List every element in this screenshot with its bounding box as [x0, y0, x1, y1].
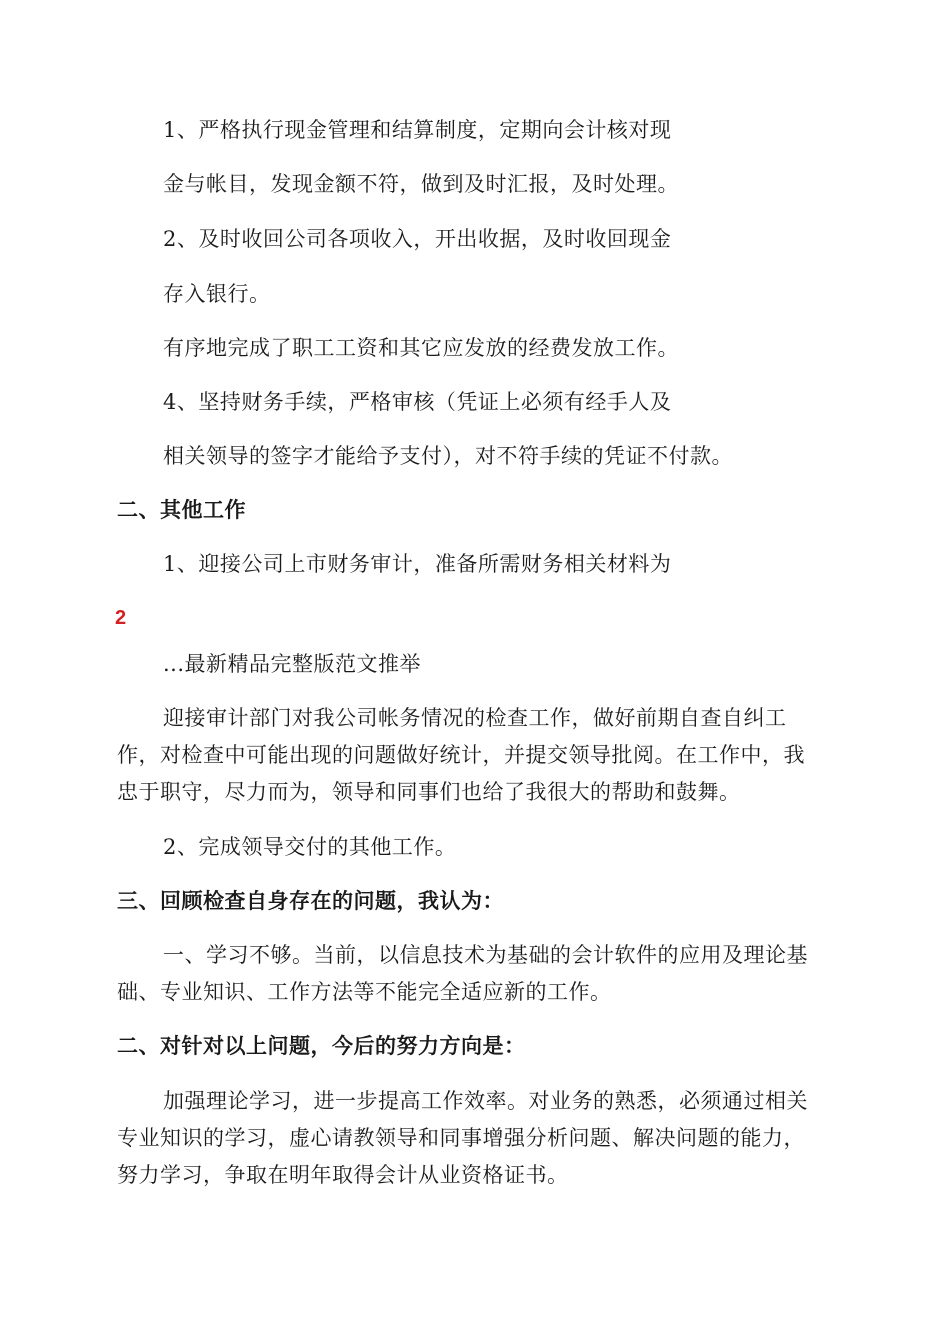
continuation-line-3: 忠于职守，尽力而为，领导和同事们也给了我很大的帮助和鼓舞。	[117, 780, 741, 804]
item-1-line-1: 1、严格执行现金管理和结算制度，定期向会计核对现	[163, 118, 672, 142]
other-item-1-line-1: 1、迎接公司上市财务审计，准备所需财务相关材料为	[163, 552, 672, 576]
improvement-line-2: 专业知识的学习，虚心请教领导和同事增强分析问题、解决问题的能力，	[117, 1126, 805, 1150]
heading-improvement: 二、对针对以上问题，今后的努力方向是：	[117, 1034, 526, 1058]
item-1-line-2: 金与帐目，发现金额不符，做到及时汇报，及时处理。	[163, 172, 679, 196]
improvement-line-1: 加强理论学习，进一步提高工作效率。对业务的熟悉，必须通过相关	[163, 1089, 808, 1113]
self-review-line-2: 础、专业知识、工作方法等不能完全适应新的工作。	[117, 980, 612, 1004]
page-number: 2	[115, 607, 127, 629]
item-4-line-1: 4、坚持财务手续，严格审核（凭证上必须有经手人及	[163, 390, 672, 414]
self-review-line-1: 一、学习不够。当前，以信息技术为基础的会计软件的应用及理论基	[163, 943, 808, 967]
heading-other-work: 二、其他工作	[117, 498, 246, 522]
continuation-line-1: 迎接审计部门对我公司帐务情况的检查工作，做好前期自查自纠工	[163, 706, 787, 730]
item-2-line-2: 存入银行。	[163, 282, 271, 306]
heading-self-review: 三、回顾检查自身存在的问题，我认为：	[117, 889, 504, 913]
improvement-line-3: 努力学习，争取在明年取得会计从业资格证书。	[117, 1163, 569, 1187]
item-3-line: 有序地完成了职工工资和其它应发放的经费发放工作。	[163, 336, 679, 360]
item-4-line-2: 相关领导的签字才能给予支付），对不符手续的凭证不付款。	[163, 444, 733, 468]
continuation-line-2: 作，对检查中可能出现的问题做好统计，并提交领导批阅。在工作中，我	[117, 743, 805, 767]
other-item-2: 2、完成领导交付的其他工作。	[163, 835, 457, 859]
item-2-line-1: 2、及时收回公司各项收入，开出收据，及时收回现金	[163, 227, 672, 251]
running-header: ...最新精品完整版范文推举	[163, 652, 422, 676]
